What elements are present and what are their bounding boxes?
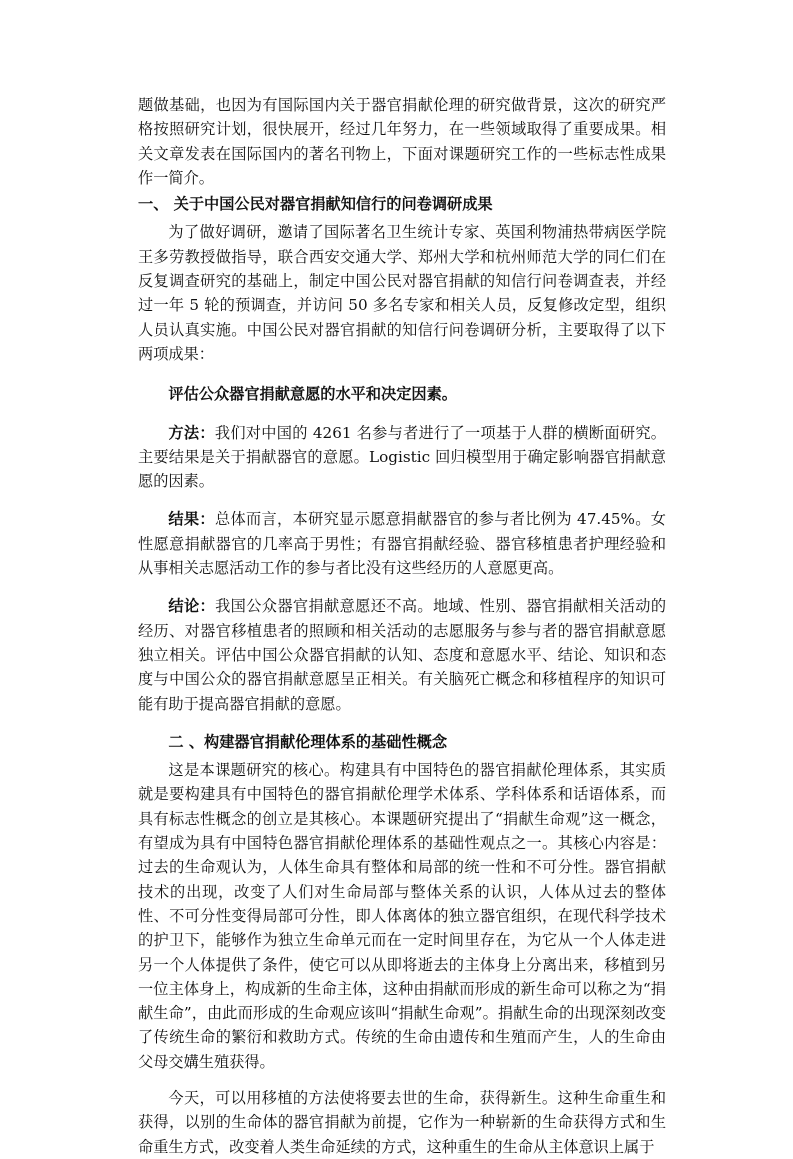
- intro-paragraph: 题做基础，也因为有国际国内关于器官捐献伦理的研究做背景，这次的研究严格按照研究计划，很快展开，经过几年努力，在一些领域取得了重要成果。相关文章发表在国际国内的著名刊物上，下面对课题研究工作的一些标志性成果作一简介。: [138, 96, 666, 187]
- result-paragraph: [138, 507, 666, 580]
- conclusion-text: 我国公众器官捐献意愿还不高。地域、性别、器官捐献相关活动的经历、对器官移植患者的照顾和相关活动的志愿服务与参与者的器官捐献意愿独立相关。评估中国公众器官捐献的认知、态度和意愿水平、结论、知识和态度与中国公众的器官捐献意愿呈正相关。有关脑死亡概念和移植程序的知识可能有助于提高器官捐献的意愿。: [138, 597, 667, 713]
- result-label: 结果：: [168, 510, 215, 529]
- result-text: 总体而言，本研究显示愿意捐献器官的参与者比例为 47.45%。女性愿意捐献器官的几率高于男性；有器官捐献经验、器官移植患者护理经验和从事相关志愿活动工作的参与者比没有这些经历的人意愿更高。: [138, 510, 666, 578]
- page-body: [138, 93, 666, 1159]
- method-text: 我们对中国的 4261 名参与者进行了一项基于人群的横断面研究。主要结果是关于捐献器官的意愿。Logistic 回归模型用于确定影响器官捐献意愿的因素。: [138, 423, 666, 491]
- section1-subheading: 评估公众器官捐献意愿的水平和决定因素。: [168, 385, 457, 404]
- section2-paragraph-1: 这是本课题研究的核心。构建具有中国特色的器官捐献伦理体系，其实质就是要构建具有中国特色的器官捐献伦理学术体系、学科体系和话语体系，而具有标志性概念的创立是其核心。本课题研究提出了“捐献生命观”这一概念，有望成为具有中国特色器官捐献伦理体系的基础性观点之一。其核心内容是：过去的生命观认为，人体生命具有整体和局部的统一性和不可分性。器官捐献技术的出现，改变了人们对生命局部与整体关系的认识，人体从过去的整体性、不可分性变得局部可分性，即人体离体的独立器官组织，在现代科学技术的护卫下，能够作为独立生命单元而在一定时间里存在，为它从一个人体走进另一个人体提供了条件，使它可以从即将逝去的主体身上分离出来，移植到另一位主体身上，构成新的生命主体，这种由捐献而形成的新生命可以称之为“捐献生命”，由此而形成的生命观应该叫“捐献生命观”。捐献生命的出现深刻改变了传统生命的繁衍和救助方式。传统的生命由遗传和生殖而产生，人的生命由父母交媾生殖获得。: [138, 761, 666, 1071]
- section2-heading: 二 、构建器官捐献伦理体系的基础性概念: [168, 732, 448, 751]
- method-label: 方法：: [168, 423, 215, 442]
- conclusion-paragraph: [138, 594, 666, 715]
- section1-paragraph: 为了做好调研，邀请了国际著名卫生统计专家、英国利物浦热带病医学院王多劳教授做指导，联合西安交通大学、郑州大学和杭州师范大学的同仁们在反复调查研究的基础上，制定中国公民对器官捐献的知信行问卷调查表，并经过一年 5 轮的预调查，并访问 50 多名专家和相关人员，反复修改定型，组织人员认真实施。中国公民对器官捐献的知信行问卷调研分析，主要取得了以下两项成果：: [138, 223, 666, 363]
- section1-heading: 一、 关于中国公民对器官捐献知信行的问卷调研成果: [138, 195, 493, 214]
- conclusion-label: 结论：: [168, 597, 216, 616]
- method-paragraph: [138, 421, 666, 494]
- section2-paragraph-2: 今天，可以用移植的方法使将要去世的生命，获得新生。这种生命重生和获得，以别的生命体的器官捐献为前提，它作为一种崭新的生命获得方式和生命重生方式，改变着人类生命延续的方式，这种重生的生命从主体意识上属于: [138, 1088, 666, 1156]
